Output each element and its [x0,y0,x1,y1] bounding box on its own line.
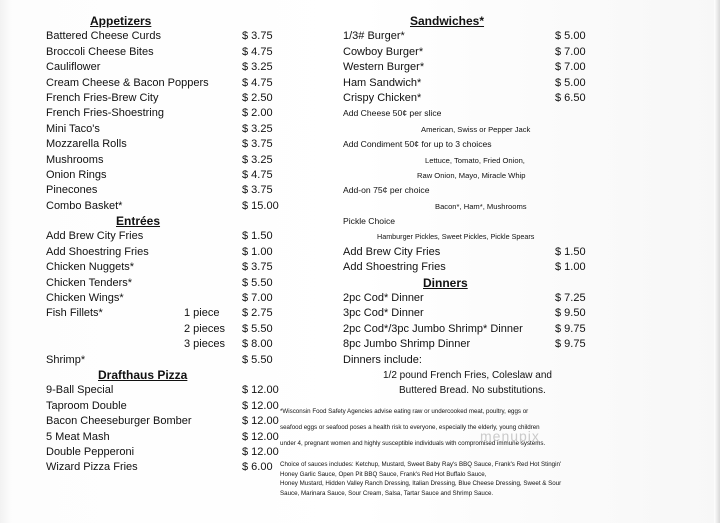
item-name: Bacon Cheeseburger Bomber [46,415,192,428]
add-cheese-note: Add Cheese 50¢ per slice [343,108,442,119]
menu-item [46,106,286,121]
notice-line: seafood eggs or seafood poses a health risk to everyone, especially the elderly, young children [280,424,540,431]
pickle-note: Pickle Choice [343,216,396,227]
menu-item [46,76,286,91]
menu-item [46,445,286,460]
item-name: 8pc Jumbo Shrimp Dinner [343,338,471,351]
menu-item [46,183,286,198]
item-name: 5 Meat Mash [46,430,110,443]
menu-item [343,76,593,91]
menu-item [46,276,286,291]
menu-item [343,245,593,260]
add-condiment-note: Add Condiment 50¢ for up to 3 choices [343,139,492,150]
item-price: $ 12.00 [242,430,279,443]
menu-item [343,45,593,60]
menu-item [46,460,286,475]
item-price: $ 3.25 [242,61,273,74]
item-qty: 3 pieces [184,338,225,351]
item-price: $ 5.50 [242,322,273,335]
item-name: Cauliflower [46,61,101,74]
condiment-options-2: Raw Onion, Mayo, Miracle Whip [417,170,526,180]
menu-item [46,168,286,183]
item-price: $ 4.75 [242,168,273,181]
item-name: French Fries-Brew City [46,91,159,104]
menu-item [343,260,593,275]
item-name: 3pc Cod* Dinner [343,307,424,320]
appetizers-list [46,29,286,214]
item-price: $ 2.50 [242,91,273,104]
dinners-include-line-2: Buttered Bread. No substitutions. [399,385,546,397]
item-price: $ 12.00 [242,415,279,428]
item-price: $ 3.25 [242,122,273,135]
notice-line: under 4, pregnant women and highly susceptible individuals with compromised immune systems. [280,440,546,447]
item-name: 2pc Cod* Dinner [343,292,424,305]
item-price: $ 5.00 [555,30,586,43]
item-price: $ 4.75 [242,45,273,58]
item-price: $ 1.50 [555,245,586,258]
menu-item [46,199,286,214]
entrees-list [46,229,286,368]
item-name: Add Brew City Fries [46,230,144,243]
item-name: Add Shoestring Fries [343,261,446,274]
menu-item [46,245,286,260]
item-price: $ 2.75 [242,307,273,320]
sauces-line: Sauce, Marinara Sauce, Sour Cream, Salsa, Tartar Sauce and Shrimp Sauce. [280,489,494,497]
pickle-options: Hamburger Pickles, Sweet Pickles, Pickle Spears [377,232,535,242]
item-price: $ 9.75 [555,338,586,351]
menu-item [46,122,286,137]
item-name: Combo Basket* [46,199,123,212]
item-name: Taproom Double [46,399,127,412]
item-price: $ 7.00 [555,61,586,74]
menu-item [46,60,286,75]
item-name: Fish Fillets* [46,307,103,320]
item-name: Chicken Wings* [46,292,124,305]
item-name: Ham Sandwich* [343,76,422,89]
sandwiches-heading: Sandwiches* [410,14,485,28]
item-price: $ 12.00 [242,399,279,412]
item-name: Crispy Chicken* [343,91,422,104]
item-name: Cowboy Burger* [343,45,424,58]
page-edge-shadow [714,0,720,523]
dinners-list [343,291,593,399]
item-name: Battered Cheese Curds [46,30,161,43]
menu-item [46,414,286,429]
item-name: Western Burger* [343,61,425,74]
sauces-line: Honey Mustard, Hidden Valley Ranch Dressing, Italian Dressing, Blue Cheese Dressing, Sweet & Sour [280,480,562,487]
item-name: Add Shoestring Fries [46,245,149,258]
item-name: French Fries-Shoestring [46,107,164,120]
item-price: $ 6.00 [242,461,273,474]
item-name: Double Pepperoni [46,445,135,458]
item-price: $ 7.00 [555,45,586,58]
dinners-heading: Dinners [423,275,468,290]
item-price: $ 9.50 [555,307,586,320]
item-qty: 2 pieces [184,322,225,335]
item-price: $ 5.50 [242,353,273,366]
menu-item [46,322,286,337]
item-name: Pinecones [46,184,98,197]
sauces-line: Choice of sauces includes: Ketchup, Mustard, Sweet Baby Ray's BBQ Sauce, Frank's Red Hot Stingin' [280,461,562,468]
sandwiches-list [343,29,593,275]
menu-item [46,91,286,106]
sauces-note [280,460,561,498]
item-price: $ 2.00 [242,107,273,120]
pizza-heading: Drafthaus Pizza [98,367,188,382]
menu-item [343,60,593,75]
menu-item [46,45,286,60]
item-price: $ 5.50 [242,276,273,289]
item-name: Cream Cheese & Bacon Poppers [46,76,209,89]
item-price: $ 8.00 [242,338,273,351]
item-name: Add Brew City Fries [343,245,441,258]
item-price: $ 6.50 [555,91,586,104]
item-name: Mini Taco's [46,122,100,135]
entrees-heading: Entrées [116,214,161,229]
item-price: $ 9.75 [555,322,586,335]
item-price: $ 4.75 [242,76,273,89]
watermark: menupix [480,428,540,444]
item-name: 1/3# Burger* [343,30,405,43]
item-name: Mushrooms [46,153,104,166]
item-name: Onion Rings [46,168,107,181]
item-price: $ 3.75 [242,30,273,43]
item-name: Mozzarella Rolls [46,138,127,151]
menu-item [343,337,593,352]
item-name: Broccoli Cheese Bites [46,45,154,58]
item-qty: 1 piece [184,307,220,320]
menu-item [343,306,593,321]
menu-item [46,337,286,352]
menu-item [46,399,286,414]
item-name: Shrimp* [46,353,86,366]
item-price: $ 3.75 [242,261,273,274]
item-price: $ 3.25 [242,153,273,166]
menu-item [343,291,593,306]
item-price: $ 7.00 [242,292,273,305]
item-price: $ 3.75 [242,184,273,197]
menu-item [343,29,593,44]
item-price: $ 12.00 [242,384,279,397]
condiment-options-1: Lettuce, Tomato, Fried Onion, [425,155,525,165]
pizza-list [46,383,286,475]
menu-item [46,260,286,275]
sauces-line: Honey Garlic Sauce, Open Pit BBQ Sauce, Frank's Red Hot Buffalo Sauce, [280,470,487,478]
item-name: Chicken Tenders* [46,276,133,289]
add-on-note: Add-on 75¢ per choice [343,185,430,196]
menu-item [46,153,286,168]
menu-item [46,291,286,306]
menu-item [46,137,286,152]
item-price: $ 15.00 [242,199,279,212]
appetizers-heading: Appetizers [90,14,152,28]
item-name: Chicken Nuggets* [46,261,135,274]
item-price: $ 1.00 [242,245,273,258]
menu-item [46,353,286,368]
menu-item [46,229,286,244]
item-price: $ 5.00 [555,76,586,89]
add-on-options: Bacon*, Ham*, Mushrooms [435,201,527,211]
menu-item [46,306,286,321]
item-name: Wizard Pizza Fries [46,461,138,474]
notice-line: *Wisconsin Food Safety Agencies advise eating raw or undercooked meat, poultry, eggs or [280,408,529,415]
item-name: 2pc Cod*/3pc Jumbo Shrimp* Dinner [343,322,523,335]
right-column [343,14,593,399]
menu-item [46,383,286,398]
menu-item [343,322,593,337]
menu-item [343,91,593,106]
include-label-text: Dinners include: [343,353,422,366]
item-price: $ 1.50 [242,230,273,243]
item-price: $ 7.25 [555,292,586,305]
menu-item [46,29,286,44]
cheese-options: American, Swiss or Pepper Jack [421,124,531,134]
item-price: $ 3.75 [242,138,273,151]
item-name: 9-Ball Special [46,384,114,397]
menu-item [46,430,286,445]
left-column [46,14,286,476]
item-price: $ 1.00 [555,261,586,274]
dinners-include-label [343,353,593,368]
dinners-include-line-1: 1/2 pound French Fries, Coleslaw and [383,369,552,381]
item-price: $ 12.00 [242,445,279,458]
